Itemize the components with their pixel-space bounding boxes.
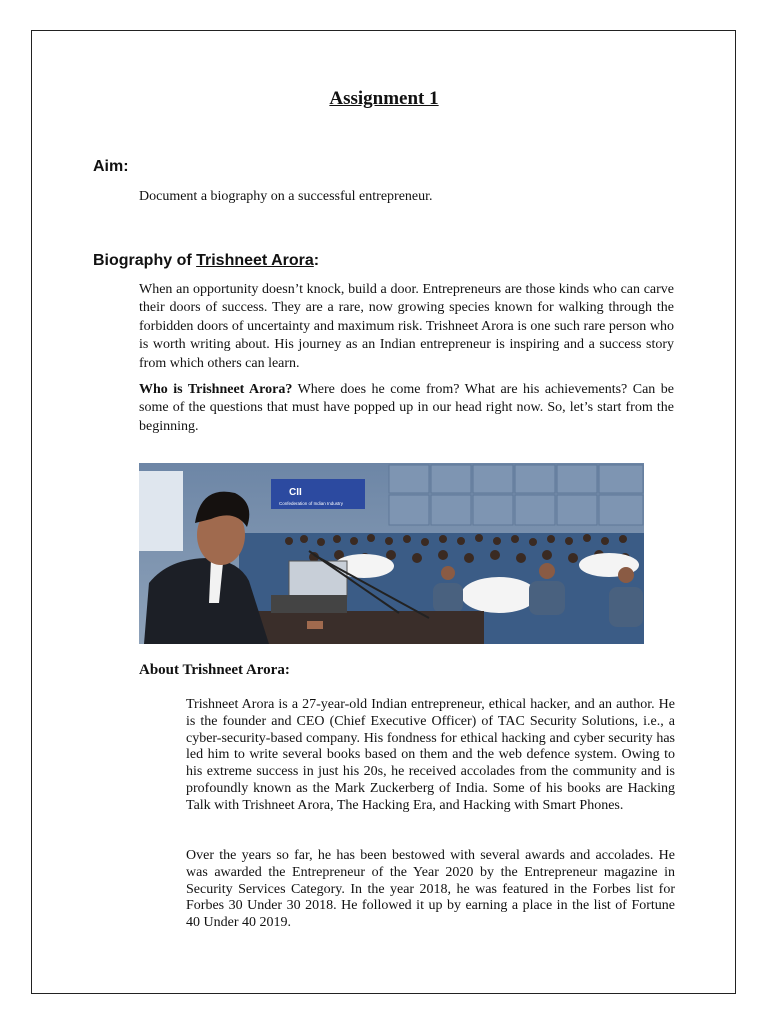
banner-logo: CII bbox=[289, 487, 302, 498]
biography-heading-name: Trishneet Arora bbox=[196, 252, 314, 269]
biography-paragraph-questions bbox=[139, 381, 674, 436]
question-rest: Where does he come from? What are his achievements? Can be some of the questions that must have popped up in our head right now. So, let’s start from the beginning. bbox=[139, 382, 674, 434]
biography-heading-prefix: Biography of bbox=[93, 252, 197, 269]
about-paragraph-2: Over the years so far, he has been bestowed with several awards and accolades. He was awarded the Entrepreneur of the Year 2020 by the Entrepreneur magazine in Security Services Category. In the year 2018, he was featured in the Forbes list for Forbes 30 Under 30 2018. He followed it up by earning a place in the list of Fortune 40 Under 40 2019. bbox=[186, 848, 675, 931]
biography-paragraph-intro: When an opportunity doesn’t knock, build a door. Entrepreneurs are those kinds who can carve their doors of success. They are a rare, now growing species known for walking through the forbidden doors of uncertainty and maximum risk. Trishneet Arora is one such rare person who is worth writing about. His journey as an Indian entrepreneur is inspiring and a success story from which others can learn. bbox=[139, 282, 674, 371]
about-paragraph-1: Trishneet Arora is a 27-year-old Indian entrepreneur, ethical hacker, and an author. He is the founder and CEO (Chief Executive Officer) of TAC Security Solutions, i.e., a cyber-security-based company. His fondness for ethical hacking and cyber security has led him to write several books based on them and the web defence system. Owing to his extreme success in just his 20s, he received accolades from the community and is profoundly known as the Mark Zuckerberg of India. Some of his books are Hacking Talk with Trishneet Arora, The Hacking Era, and Hacking with Smart Phones. bbox=[186, 697, 675, 813]
conference-photo bbox=[139, 463, 644, 644]
document-title: Assignment 1 bbox=[329, 88, 439, 109]
aim-heading: Aim: bbox=[93, 158, 129, 175]
biography-heading-suffix: : bbox=[313, 252, 320, 269]
aim-text: Document a biography on a successful entrepreneur. bbox=[139, 189, 433, 204]
biography-heading bbox=[93, 252, 319, 270]
question-bold: Who is Trishneet Arora? bbox=[139, 382, 293, 397]
about-heading: About Trishneet Arora: bbox=[139, 662, 290, 678]
banner-text: Confederation of Indian Industry bbox=[279, 501, 344, 506]
